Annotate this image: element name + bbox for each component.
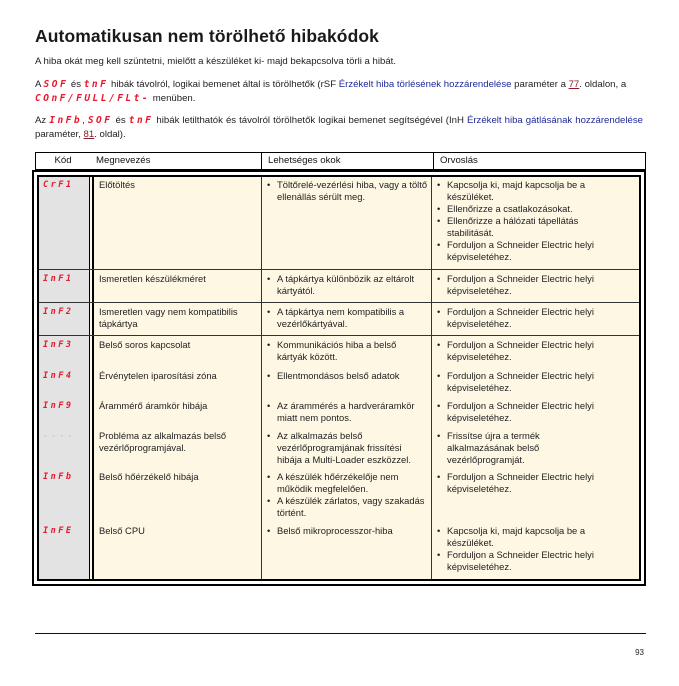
causes-list [266,179,428,203]
remedy-item: • Forduljon a Schneider Electric helyi képviseletéhez. [436,239,606,263]
fault-name: Árammérő áramkör hibája [99,400,208,411]
inhibit-paragraph [35,114,643,142]
fault-code: ---- [43,431,76,441]
intro-paragraph: A hiba okát meg kell szüntetni, mielőtt a készüléket ki- majd bekapcsolva törli a hibát. [35,56,397,67]
remedy-item: • Forduljon a Schneider Electric helyi képviseletéhez. [436,471,606,495]
fault-name: Előtöltés [99,179,135,190]
fault-table-body [37,175,641,581]
fault-name: Belső soros kapcsolat [99,339,191,350]
row-divider [39,269,639,270]
fault-code-tnf: tnF [83,79,109,90]
text: . oldalon, a [579,79,627,90]
remedy-item: • Frissítse újra a termék alkalmazásának belső vezérlőprogramját. [436,430,606,466]
remedy-item: • Ellenőrizze a csatlakozásokat. [436,203,606,215]
fault-code-infb: InFb [49,115,83,126]
remedy-list [436,430,606,466]
fault-name: Belső hőérzékelő hibája [99,471,199,482]
header-code: Kód [54,155,72,166]
remedy-item: • Forduljon a Schneider Electric helyi képviseletéhez. [436,339,606,363]
header-causes: Lehetséges okok [261,153,433,169]
fault-name: Belső CPU [99,525,145,536]
page-number: 93 [635,648,644,657]
fault-code: InFE [43,526,74,536]
fault-code: InF3 [43,340,74,350]
table-header [35,152,646,170]
text: paraméter a [511,79,569,90]
remedy-list [436,179,606,263]
text: menüben. [150,93,196,104]
causes-list [266,400,428,424]
row-divider [39,335,639,336]
header-name: Megnevezés [96,155,151,166]
column-divider [431,177,432,579]
text: hibák távolról, logikai bemenet által is törölhetők (rSF [108,79,339,90]
causes-list [266,471,428,519]
remedy-item: • Forduljon a Schneider Electric helyi képviseletéhez. [436,306,606,330]
text: paraméter, [35,129,84,140]
menu-path-code: COnF/FULL/FLt- [35,93,151,104]
remedy-list [436,273,606,297]
fault-code-tnf: tnF [128,115,154,126]
footer-divider [35,633,646,634]
cause-item: • A tápkártya nem kompatibilis a vezérlőkártyával. [266,306,428,330]
fault-code: InFb [43,472,74,482]
fault-table [32,170,646,586]
parameter-link[interactable]: Érzékelt hiba törlésének hozzárendelése [338,79,512,90]
row-divider [39,302,639,303]
cause-item: • Ellentmondásos belső adatok [266,370,428,382]
remedy-item: • Kapcsolja ki, majd kapcsolja be a készüléket. [436,525,606,549]
remedy-item: • Forduljon a Schneider Electric helyi képviseletéhez. [436,273,606,297]
cause-item: • Kommunikációs hiba a belső kártyák között. [266,339,428,363]
remedy-list [436,471,606,495]
text: és [112,115,129,126]
remedy-list [436,400,606,424]
column-divider [92,177,94,579]
reset-paragraph [35,78,643,106]
text: . oldal). [94,129,126,140]
remedy-item: • Kapcsolja ki, majd kapcsolja be a készüléket. [436,179,606,203]
cause-item: • A tápkártya különbözik az eltárolt kártyától. [266,273,428,297]
text: és [68,79,84,90]
fault-name: Ismeretlen készülékméret [99,273,206,284]
cause-item: • Az árammérés a hardveráramkör miatt nem pontos. [266,400,428,424]
text: , [82,115,88,126]
remedy-item: • Forduljon a Schneider Electric helyi képviseletéhez. [436,549,606,573]
remedy-list [436,525,606,573]
text: Az [35,115,50,126]
causes-list [266,339,428,363]
fault-code: InF9 [43,401,74,411]
cause-item: • Belső mikroprocesszor-hiba [266,525,428,537]
fault-code: CrF1 [43,180,74,190]
causes-list [266,306,428,330]
causes-list [266,430,428,466]
fault-code: InF1 [43,274,74,284]
remedy-item: • Forduljon a Schneider Electric helyi képviseletéhez. [436,400,606,424]
fault-name: Ismeretlen vagy nem kompatibilis tápkártya [99,306,238,329]
remedy-item: • Ellenőrizze a hálózati tápellátás stabilitását. [436,215,606,239]
fault-name: Probléma az alkalmazás belső vezérlőprogramjával. [99,430,227,453]
cause-item: • A készülék hőérzékelője nem működik megfelelően. [266,471,428,495]
remedy-list [436,339,606,363]
cause-item: • A készülék zárlatos, vagy szakadás történt. [266,495,428,519]
text: hibák letilthatók és távolról törölhetők logikai bemenet segítségével (InH [153,115,467,126]
remedy-list [436,306,606,330]
causes-list [266,525,428,537]
causes-list [266,273,428,297]
cause-item: • Töltőrelé-vezérlési hiba, vagy a töltő ellenállás sérült meg. [266,179,428,203]
fault-code-sof: SOF [43,79,69,90]
page-reference-link[interactable]: 77 [568,79,580,90]
fault-code: InF4 [43,371,74,381]
cause-item: • Az alkalmazás belső vezérlőprogramjának frissítési hibája a Multi-Loader eszközzel. [266,430,428,466]
causes-list [266,370,428,382]
fault-code-sof: SOF [87,115,113,126]
page-title: Automatikusan nem törölhető hibakódok [35,26,380,46]
fault-name: Érvénytelen iparosítási zóna [99,370,217,381]
text: A [35,79,44,90]
header-remedy: Orvoslás [433,153,645,169]
remedy-item: • Forduljon a Schneider Electric helyi képviseletéhez. [436,370,606,394]
fault-code: InF2 [43,307,74,317]
page-reference-link[interactable]: 81 [83,129,95,140]
parameter-link[interactable]: Érzékelt hiba gátlásának hozzárendelése [466,115,643,126]
remedy-list [436,370,606,394]
